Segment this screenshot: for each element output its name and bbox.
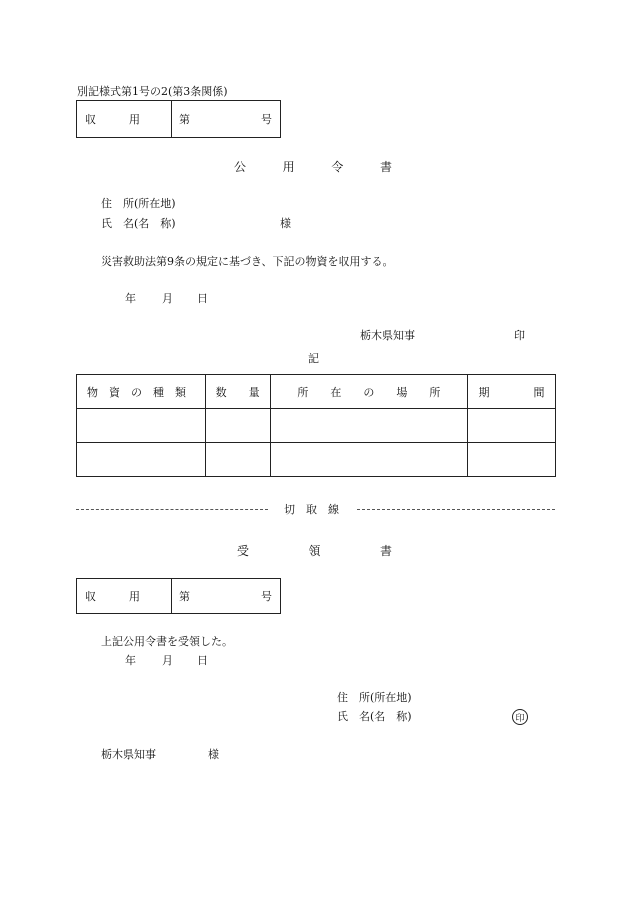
receipt-number-box — [76, 578, 281, 614]
order-number-box — [76, 100, 281, 138]
receipt-date-day: 日 — [197, 654, 208, 667]
date-year: 年 — [125, 292, 136, 305]
table-cell[interactable] — [270, 443, 467, 477]
receipt-date-year: 年 — [125, 654, 136, 667]
receipt-box-number-suffix: 号 — [261, 590, 272, 603]
name-label: 氏 名(名 称) — [101, 217, 176, 230]
body-text: 災害救助法第9条の規定に基づき、下記の物資を収用する。 — [101, 255, 394, 268]
receipt-date-month: 月 — [162, 654, 173, 667]
receipt-text: 上記公用令書を受領した。 — [101, 635, 233, 648]
table-header-cell: 期 間 — [468, 375, 556, 409]
order-title-char: 令 — [331, 160, 344, 174]
table-cell[interactable] — [468, 443, 556, 477]
honorific: 様 — [280, 217, 291, 230]
table-cell[interactable] — [468, 409, 556, 443]
table-cell[interactable] — [270, 409, 467, 443]
cut-line-right — [357, 509, 555, 510]
order-box-label: 収 用 — [85, 113, 140, 126]
table-row — [77, 409, 556, 443]
table-header-cell: 所 在 の 場 所 — [270, 375, 467, 409]
cut-line-label: 切 取 線 — [284, 503, 339, 516]
form-number: 別記様式第1号の2(第3条関係) — [77, 85, 228, 98]
receipt-name-label: 氏 名(名 称) — [337, 710, 412, 723]
table-header-row — [77, 375, 556, 409]
order-box-number-suffix: 号 — [261, 113, 272, 126]
receipt-address-label: 住 所(所在地) — [337, 691, 412, 704]
table-header-cell: 物 資 の 種 類 — [77, 375, 206, 409]
table-cell[interactable] — [77, 409, 206, 443]
date-month: 月 — [162, 292, 173, 305]
receipt-box-label: 収 用 — [85, 590, 140, 603]
table-cell[interactable] — [205, 443, 270, 477]
goods-table — [76, 374, 556, 477]
seal-icon: 印 — [512, 709, 528, 725]
receipt-title-char: 受 — [237, 544, 250, 558]
address-label: 住 所(所在地) — [101, 197, 176, 210]
order-box-number-label: 第 — [179, 113, 190, 126]
receipt-title-char: 領 — [308, 544, 321, 558]
cut-line-left — [76, 509, 268, 510]
addressee: 栃木県知事 — [101, 748, 156, 761]
receipt-box-number-label: 第 — [179, 590, 190, 603]
issuer: 栃木県知事 — [360, 329, 415, 342]
issuer-seal-mark: 印 — [514, 329, 525, 342]
order-title-char: 書 — [379, 160, 392, 174]
table-header-cell: 数 量 — [205, 375, 270, 409]
receipt-title-char: 書 — [379, 544, 392, 558]
table-cell[interactable] — [77, 443, 206, 477]
date-day: 日 — [197, 292, 208, 305]
ki-label: 記 — [308, 352, 319, 365]
table-row — [77, 443, 556, 477]
table-cell[interactable] — [205, 409, 270, 443]
order-title — [234, 161, 392, 173]
addressee-honorific: 様 — [208, 748, 219, 761]
order-title-char: 公 — [234, 160, 247, 174]
receipt-title — [237, 545, 392, 557]
order-title-char: 用 — [282, 160, 295, 174]
